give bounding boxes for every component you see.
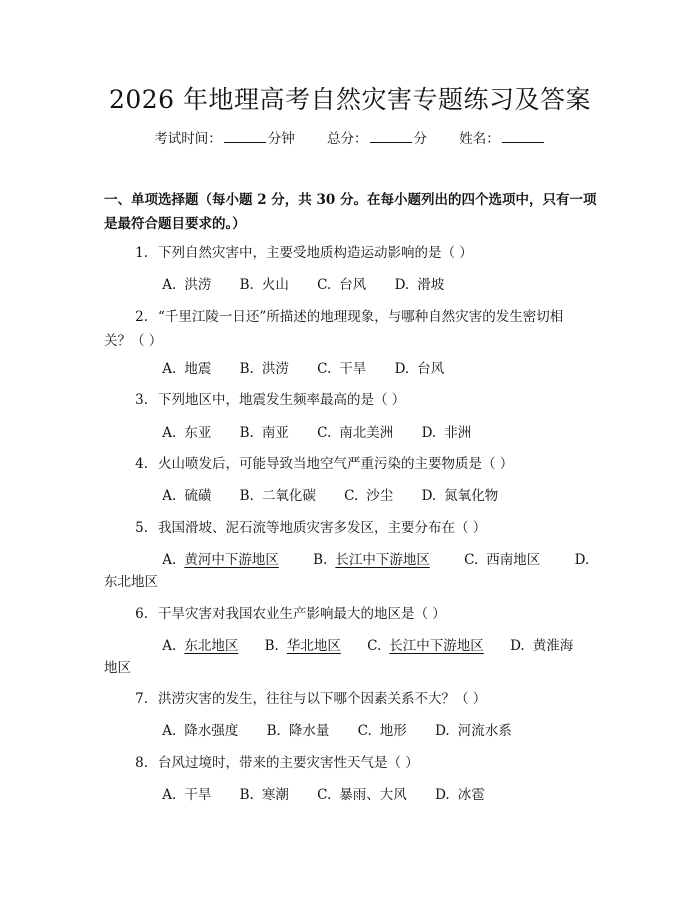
section-heading-line1: 一、单项选择题（每小题 2 分，共 30 分。在每小题列出的四个选项中，只有一项: [104, 192, 597, 208]
option-a: A. 黄河中下游地区: [162, 552, 279, 568]
option-b: B. 长江中下游地区: [313, 552, 430, 568]
option-a: A. 东亚: [162, 425, 212, 441]
option-b: B. 寒潮: [239, 787, 289, 803]
option-b: B. 华北地区: [264, 638, 341, 654]
question-5-option-d-wrap: 东北地区: [104, 574, 158, 590]
exam-time-unit: 分钟: [267, 131, 295, 147]
option-d: D. 冰雹: [435, 787, 485, 803]
option-a: A. 硫磺: [162, 488, 212, 504]
option-c: C. 干旱: [317, 361, 367, 377]
question-6-options: [104, 634, 604, 658]
question-stem: 下列地区中，地震发生频率最高的是（ ）: [158, 392, 406, 408]
option-a: A. 干旱: [162, 787, 212, 803]
student-name-blank: [502, 128, 544, 143]
question-1: [104, 241, 604, 265]
student-name-field: [459, 128, 546, 150]
option-d: D. 滑坡: [394, 277, 445, 293]
option-b: B. 二氧化碳: [239, 488, 316, 504]
page-title: 2026 年地理高考自然灾害专题练习及答案: [108, 85, 592, 114]
question-number: 5.: [135, 520, 148, 536]
section-heading-line2: 是最符合题目要求的。）: [104, 216, 246, 232]
question-7-options: [104, 719, 604, 743]
option-c: C. 暴雨、大风: [317, 787, 407, 803]
question-stem: 火山喷发后，可能导致当地空气严重污染的主要物质是（ ）: [158, 456, 514, 472]
question-8: [104, 751, 604, 775]
question-4: [104, 452, 604, 476]
option-b: B. 降水量: [266, 723, 330, 739]
question-4-options: [104, 484, 604, 508]
option-a: A. 地震: [162, 361, 212, 377]
question-6-option-d-wrap: 地区: [104, 660, 131, 676]
exam-info-line: [0, 128, 700, 150]
question-3-options: [104, 421, 604, 445]
option-d: D. 河流水系: [435, 723, 512, 739]
question-5-options: [104, 548, 604, 572]
exam-time-blank: [224, 128, 266, 143]
question-3: [104, 388, 604, 412]
question-number: 8.: [135, 755, 148, 771]
option-c: C. 地形: [357, 723, 407, 739]
question-8-options: [104, 783, 604, 807]
question-number: 4.: [135, 456, 148, 472]
option-d: D. 氮氧化物: [421, 488, 499, 504]
option-d: D. 黄淮海: [510, 638, 574, 654]
option-c: C. 南北美洲: [317, 425, 394, 441]
question-stem-continued: 关？（ ）: [104, 333, 163, 349]
question-number: 2.: [135, 309, 148, 325]
option-c: C. 西南地区: [464, 552, 541, 568]
question-number: 7.: [135, 691, 148, 707]
question-number: 3.: [135, 392, 148, 408]
option-d: D.: [574, 552, 590, 568]
option-b: B. 火山: [239, 277, 289, 293]
option-a: A. 洪涝: [162, 277, 212, 293]
question-number: 1.: [135, 245, 148, 261]
question-2: [104, 305, 604, 353]
question-stem: 干旱灾害对我国农业生产影响最大的地区是（ ）: [158, 606, 446, 622]
question-5: [104, 516, 604, 540]
question-1-options: [104, 273, 604, 297]
option-d: D. 非洲: [421, 425, 472, 441]
option-b: B. 洪涝: [239, 361, 289, 377]
total-score-field: [327, 128, 427, 150]
question-stem: 下列自然灾害中，主要受地质构造运动影响的是（ ）: [158, 245, 473, 261]
section-heading: [104, 188, 604, 236]
option-d: D. 台风: [394, 361, 445, 377]
option-c: C. 长江中下游地区: [367, 638, 484, 654]
question-stem: 我国滑坡、泥石流等地质灾害多发区，主要分布在（ ）: [158, 520, 487, 536]
option-c: C. 沙尘: [344, 488, 394, 504]
question-2-options: [104, 357, 604, 381]
question-stem: “千里江陵一日还”所描述的地理现象，与哪种自然灾害的发生密切相: [158, 309, 564, 325]
question-stem: 洪涝灾害的发生，往往与以下哪个因素关系不大？（ ）: [158, 691, 487, 707]
option-b: B. 南亚: [239, 425, 289, 441]
total-score-label: 总分：: [327, 131, 368, 147]
question-7: [104, 687, 604, 711]
exam-time-field: [154, 128, 295, 150]
student-name-label: 姓名：: [459, 131, 500, 147]
question-stem: 台风过境时，带来的主要灾害性天气是（ ）: [158, 755, 419, 771]
total-score-unit: 分: [413, 131, 427, 147]
total-score-blank: [370, 128, 412, 143]
exam-time-label: 考试时间：: [154, 131, 222, 147]
option-a: A. 降水强度: [162, 723, 239, 739]
question-6: [104, 602, 604, 626]
question-number: 6.: [135, 606, 148, 622]
option-a: A. 东北地区: [162, 638, 239, 654]
option-c: C. 台风: [317, 277, 367, 293]
